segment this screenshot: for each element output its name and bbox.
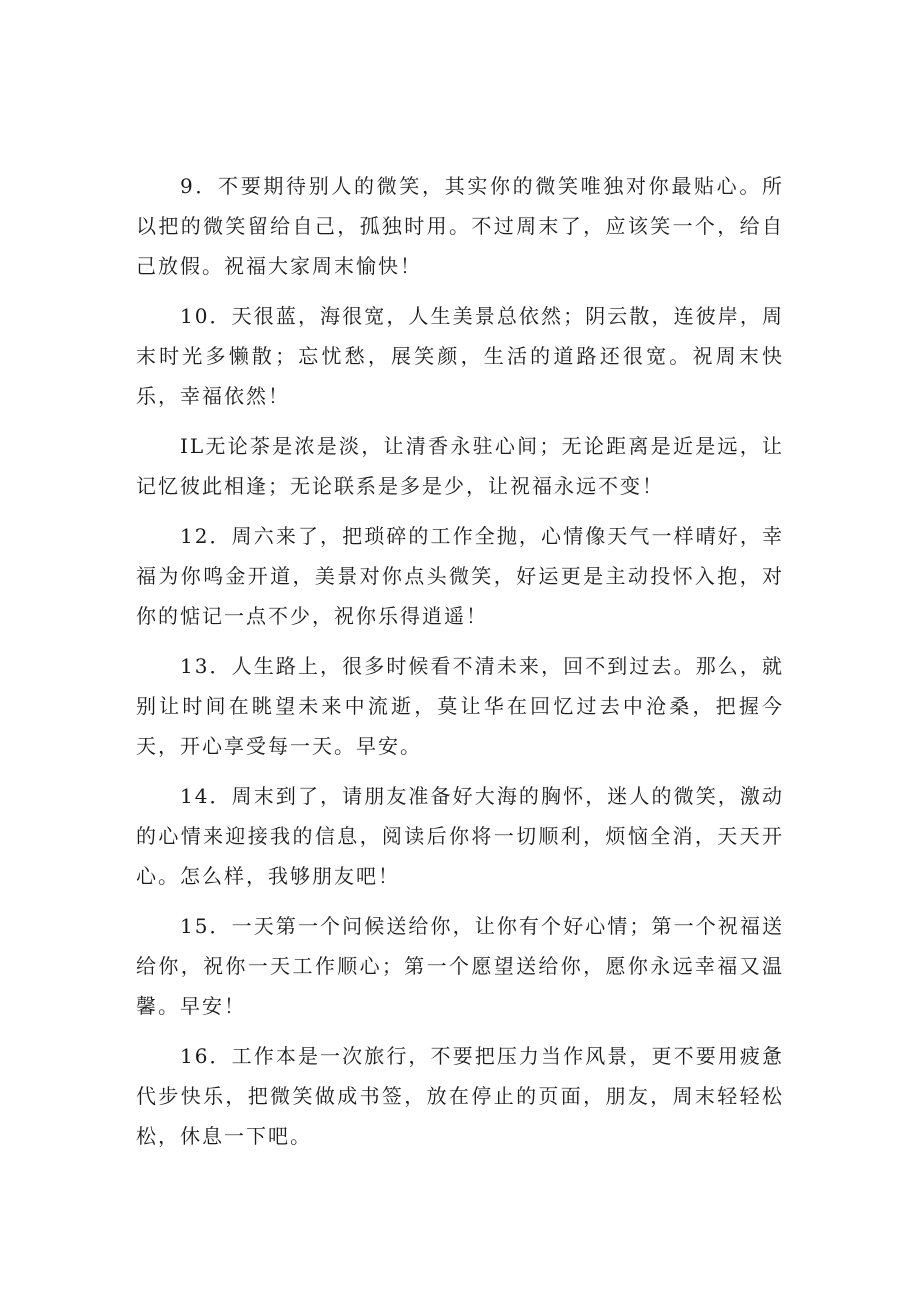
document-body <box>136 166 784 1166</box>
paragraph-16: 16．工作本是一次旅行，不要把压力当作风景，更不要用疲惫代步快乐，把微笑做成书签，放在停止的页面，朋友，周末轻轻松松，休息一下吧。 <box>136 1044 784 1148</box>
paragraph-9: 9．不要期待别人的微笑，其实你的微笑唯独对你最贴心。所以把的微笑留给自己，孤独时用。不过周末了，应该笑一个，给自己放假。祝福大家周末愉快！ <box>136 174 784 278</box>
paragraph-12: 12．周六来了，把琐碎的工作全抛，心情像天气一样晴好，幸福为你鸣金开道，美景对你点头微笑，好运更是主动投怀入抱，对你的惦记一点不少，祝你乐得逍遥！ <box>136 524 784 628</box>
paragraph-14: 14．周末到了，请朋友准备好大海的胸怀，迷人的微笑，激动的心情来迎接我的信息，阅读后你将一切顺利，烦恼全消，天天开心。怎么样，我够朋友吧！ <box>136 784 784 888</box>
paragraph-15: 15．一天第一个问候送给你，让你有个好心情；第一个祝福送给你，祝你一天工作顺心；第一个愿望送给你，愿你永远幸福又温馨。早安！ <box>136 914 784 1018</box>
paragraph-10: 10．天很蓝，海很宽，人生美景总依然；阴云散，连彼岸，周末时光多懒散；忘忧愁，展笑颜，生活的道路还很宽。祝周末快乐，幸福依然！ <box>136 304 784 408</box>
paragraph-13: 13．人生路上，很多时候看不清未来，回不到过去。那么，就别让时间在眺望未来中流逝，莫让华在回忆过去中沧桑，把握今天，开心享受每一天。早安。 <box>136 654 784 758</box>
paragraph-11: IL无论茶是浓是淡，让清香永驻心间；无论距离是近是远，让记忆彼此相逢；无论联系是多是少，让祝福永远不变！ <box>136 434 784 498</box>
